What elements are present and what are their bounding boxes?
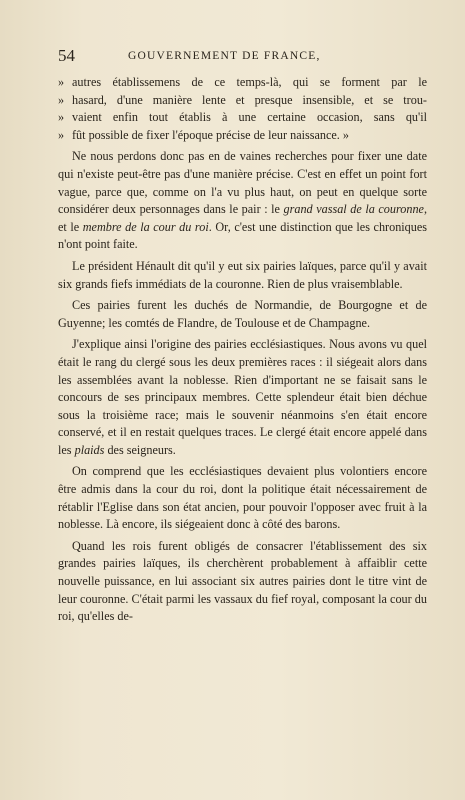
quote-text: fût possible de fixer l'époque précise de leur naissance. »: [72, 127, 349, 142]
quote-line: [58, 92, 427, 110]
paragraph-text: Ne nous perdons donc pas en de vaines recherches pour fixer une date qui n'existe peut-être pas d'une manière précise. C'est en effet un point fort vague, parce que, comme on l'a vu plus haut, on peut en quelque sorte considérer deux personnages dans le pair : le: [58, 149, 427, 217]
paragraph-six-pairies: Quand les rois furent obligés de consacrer l'établissement des six grandes pairies laïques, ils cherchèrent probablement à affaiblir cette nouvelle puissance, en lui associant six autres pairies dont le titre vint de leur couronne. C'était parmi les vassaux du fief royal, composant la cour du roi, qu'elles de-: [58, 538, 427, 624]
quote-line: [58, 74, 427, 92]
paragraph-kings-court: On comprend que les ecclésiastiques devaient plus volontiers encore être admis dans la cour du roi, dont la politique était nécessairement de rétablir l'Eglise dans son état ancien, pour pouvoir l'opposer avec fruit à la noblesse. Là encore, ils siégeaient donc à côté des barons.: [58, 464, 427, 532]
paragraph-text: . Or, c'est une distinction que les chroniques n'ont point faite.: [58, 219, 428, 252]
page-header: [58, 46, 427, 68]
quote-line: [58, 109, 427, 127]
guillemet-mark: »: [58, 75, 65, 89]
paragraph-pairies-list: Ces pairies furent les duchés de Normandie, de Bourgogne et de Guyenne; les comtés de Flandre, de Toulouse et de Champagne.: [58, 298, 427, 330]
quote-text: hasard, d'une manière lente et presque insensible, et se trou-: [72, 92, 427, 107]
body-text: [58, 74, 427, 626]
quote-line: [58, 127, 427, 145]
paragraph-text: J'explique ainsi l'origine des pairies ecclésiastiques. Nous avons vu quel était le rang du clergé sous les deux premières races : il siégeait alors dans les assemblées avant la noblesse. Rien d'important ne se faisait sans le concours de ses principaux membres. Cette splendeur était bien déchue sous la troisième race; mais le souvenir néanmoins s'en était encore conservé, et il en restait quelques traces. Le clergé était encore appelé dans les: [58, 337, 427, 457]
quote-text: vaient enfin tout établis à une certaine occasion, sans qu'il: [72, 110, 427, 125]
paragraph-text: des seigneurs.: [104, 442, 176, 457]
running-title: GOUVERNEMENT DE FRANCE,: [128, 50, 321, 62]
paragraph-dates: [58, 148, 427, 254]
paragraph-text: , et le: [58, 202, 427, 234]
page-number: 54: [58, 46, 75, 65]
guillemet-mark: »: [58, 127, 65, 142]
quote-text: autres établissemens de ce temps-là, qui se forment par le: [72, 75, 427, 89]
paragraph-ecclesiastical-origin: [58, 336, 427, 459]
emphasis-text: grand vassal de la couronne: [283, 202, 424, 217]
emphasis-text: membre de la cour du roi: [82, 219, 209, 234]
emphasis-text: plaids: [74, 442, 105, 457]
paragraph-henault: Le président Hénault dit qu'il y eut six pairies laïques, parce qu'il y avait six grands fiefs immédiats de la couronne. Rien de plus vraisemblable.: [58, 258, 427, 291]
guillemet-mark: »: [58, 110, 65, 125]
guillemet-mark: »: [58, 92, 65, 107]
